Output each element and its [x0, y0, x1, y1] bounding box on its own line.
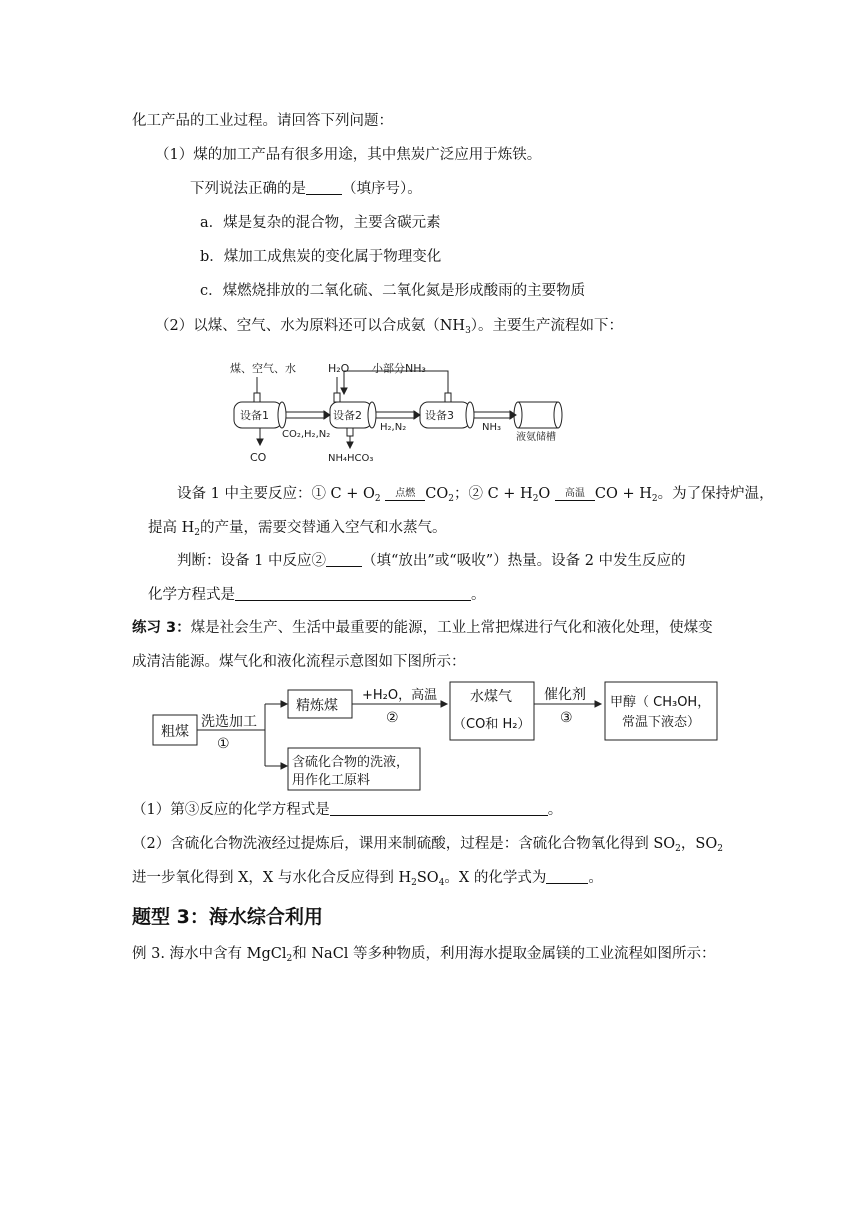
ex3-q2-text: SO	[416, 870, 439, 886]
output-nh4hco3: NH₄HCO₃	[328, 453, 374, 464]
exercise-3-label: 练习 3：	[132, 620, 191, 636]
q1-line2	[190, 179, 422, 199]
device-2-label: 设备2	[333, 409, 362, 422]
ex3-q2-line	[132, 834, 723, 859]
reaction-text: 提高 H	[148, 520, 195, 536]
example-3-text: 和 NaCl 等多种物质，利用海水提取金属镁的工业流程如图所示：	[292, 946, 716, 962]
sulfur-wash-label: 含硫化合物的洗液，	[292, 755, 410, 770]
exercise-3-line-2: 成清洁能源。煤气化和液化流程示意图如下图所示：	[132, 654, 466, 670]
q2-text: （2）以煤、空气、水为原料还可以合成氨（NH	[155, 318, 466, 334]
condition-high-temp	[555, 489, 595, 501]
example-3-line	[132, 944, 716, 969]
reaction-text: 的产量，需要交替通入空气和水蒸气。	[200, 520, 447, 536]
stream-3-label: NH₃	[482, 422, 502, 433]
stream-1-label: CO₂,H₂,N₂	[282, 429, 331, 440]
device-1-label: 设备1	[240, 409, 269, 422]
reaction-sub: 2	[448, 494, 454, 504]
q1-hint: （填序号）。	[342, 181, 422, 197]
ex3-q2-text: 进一步氧化得到 X，X 与水化合反应得到 H	[132, 870, 412, 886]
reaction-sub: 2	[374, 494, 381, 504]
exercise-3-line	[132, 618, 713, 638]
q1-prompt: 下列说法正确的是	[190, 181, 306, 197]
output-co: CO	[250, 451, 267, 464]
reaction-text: ；② C + H	[453, 486, 533, 502]
condition-label: +H₂O，高温	[362, 688, 438, 703]
example-3-sub: 2	[286, 954, 293, 964]
answer-blank-4[interactable]	[330, 801, 548, 816]
judge-end: 。	[471, 587, 486, 603]
reaction-line-2	[148, 518, 447, 543]
wash-label: 洗选加工	[201, 714, 257, 730]
answer-blank-2[interactable]	[326, 552, 362, 567]
methanol-label: 甲醇（ CH₃OH，	[610, 695, 711, 710]
sulfur-wash-use: 用作化工原料	[292, 773, 371, 788]
ammonia-flow-diagram	[220, 355, 580, 467]
device-3-label: 设备3	[425, 409, 454, 422]
option-c: c．煤燃烧排放的二氧化硫、二氧化氮是形成酸雨的主要物质	[200, 283, 586, 299]
ex3-q1-end: 。	[547, 802, 563, 818]
stream-2-label: H₂,N₂	[380, 422, 407, 433]
ex3-q2-text: ，SO	[680, 836, 718, 852]
reaction-line	[177, 484, 774, 509]
exercise-3-text: 煤是社会生产、生活中最重要的能源，工业上常把煤进行气化和液化处理，使煤变	[190, 620, 713, 636]
flow1-recycle: 小部分NH₃	[372, 362, 426, 375]
option-b: b．煤加工成焦炭的变化属于物理变化	[200, 249, 442, 265]
judge-text-end: （填“放出”或“吸收”）热量。设备 2 中发生反应的	[361, 553, 686, 569]
judge-prompt: 化学方程式是	[148, 587, 235, 603]
reaction-sub: 2	[651, 494, 658, 504]
ex3-q2-text: （2）含硫化合物洗液经过提炼后，课用来制硫酸，过程是：含硫化合物氧化得到 SO	[132, 836, 676, 852]
step-2-label: ②	[386, 710, 399, 726]
condition-ignite	[385, 489, 425, 501]
option-a: a．煤是复杂的混合物，主要含碳元素	[200, 215, 441, 231]
q2-line	[155, 316, 623, 341]
judge-line	[177, 551, 686, 571]
reaction-sub: 2	[194, 528, 200, 538]
flow1-h2o: H₂O	[328, 362, 350, 375]
example-3-text: 例 3. 海水中含有 MgCl	[132, 946, 287, 962]
intro-line: 化工产品的工业过程。请回答下列问题：	[132, 113, 393, 129]
methanol-box	[605, 682, 717, 740]
judge-line-2	[148, 585, 486, 605]
condition-ignite-label: 点燃	[395, 488, 416, 499]
condition-high-temp-label: 高温	[564, 488, 585, 499]
reaction-text: 。为了保持炉温，	[657, 486, 774, 502]
section-heading: 题型 3：海水综合利用	[132, 906, 323, 928]
methanol-state: 常温下液态）	[622, 715, 701, 730]
water-gas-composition: （CO和 H₂）	[453, 717, 531, 732]
q2-sub: 3	[465, 326, 471, 336]
answer-blank-5[interactable]	[546, 869, 588, 884]
water-gas-label: 水煤气	[470, 689, 512, 705]
answer-blank-1[interactable]	[306, 180, 342, 195]
ex3-q2-line-2	[132, 868, 603, 893]
catalyst-label: 催化剂	[544, 687, 586, 703]
ex3-q2-sub: 2	[675, 844, 681, 854]
q2-text-end: ）。主要生产流程如下：	[470, 318, 624, 334]
ammonia-tank	[518, 402, 558, 428]
reaction-text: CO	[425, 486, 449, 502]
q1-line1: （1）煤的加工产品有很多用途，其中焦炭广泛应用于炼铁。	[155, 147, 542, 163]
ex3-q1-text: （1）第③反应的化学方程式是	[132, 802, 330, 818]
raw-coal-label: 粗煤	[161, 724, 189, 740]
step-3-label: ③	[560, 710, 573, 726]
answer-blank-3[interactable]	[235, 586, 471, 601]
judge-text: 判断：设备 1 中反应②	[177, 553, 326, 569]
refined-coal-label: 精炼煤	[296, 698, 338, 714]
ex3-q2-sub: 4	[438, 878, 445, 888]
tank-label: 液氨储槽	[516, 432, 556, 443]
ex3-q2-sub: 2	[411, 878, 417, 888]
reaction-sub: 2	[532, 494, 539, 504]
coal-gasification-diagram	[150, 680, 720, 794]
ex3-q2-text: 。X 的化学式为	[444, 870, 547, 886]
ex3-q2-end: 。	[588, 870, 603, 886]
reaction-text: O	[538, 486, 551, 502]
reaction-text: 设备 1 中主要反应：① C + O	[177, 486, 375, 502]
reaction-text: CO + H	[594, 486, 652, 502]
flow1-input-label: 煤、空气、水	[230, 362, 296, 375]
ex3-q2-sub: 2	[717, 844, 723, 854]
ex3-q1-line	[132, 800, 562, 820]
step-1-label: ①	[217, 736, 230, 752]
